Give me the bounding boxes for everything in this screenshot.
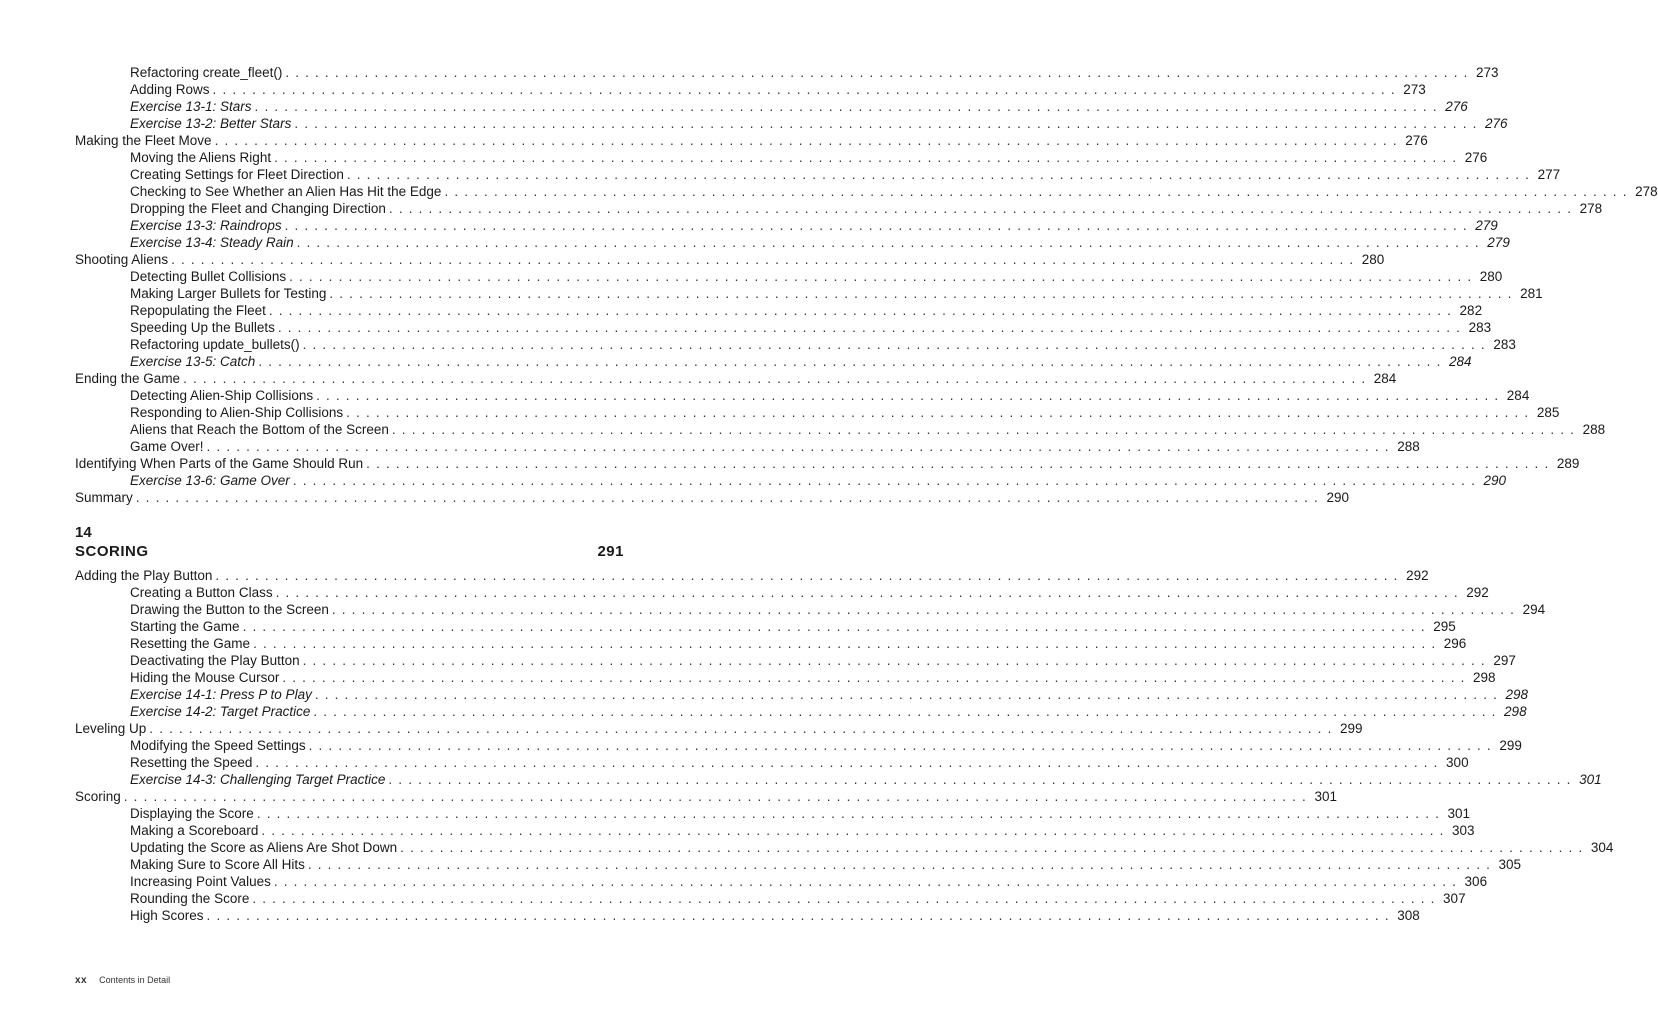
entry-page-number: 308 (1397, 908, 1420, 923)
toc-subsection-entry (75, 387, 1530, 404)
toc-subsection-entry (75, 873, 1488, 890)
entry-title: Making Sure to Score All Hits (130, 857, 305, 872)
dot-leader: . . . . . . . . . . . . . . . . . . . . . . . . . . . . . . . . . . . . . . . . . . . . . . . . . . . . . . . . . . . . . . . . . . . . . . . . . . . . . . . . . . . . . . . . . . . . . . . . . . . . . . . . . . . . . . . . . . . . . . . . (284, 218, 1468, 233)
entry-page-number: 283 (1493, 337, 1516, 352)
toc-exercise-entry (75, 234, 1510, 251)
entry-page-number: 301 (1579, 772, 1602, 787)
toc-subsection-entry (75, 438, 1420, 455)
dot-leader: . . . . . . . . . . . . . . . . . . . . . . . . . . . . . . . . . . . . . . . . . . . . . . . . . . . . . . . . . . . . . . . . . . . . . . . . . . . . . . . . . . . . . . . . . . . . . . . . . . . . . . . . . . . . . . . . . . . . . . . . (346, 405, 1530, 420)
toc-exercise-entry (75, 472, 1507, 489)
entry-title: Repopulating the Fleet (130, 303, 266, 318)
entry-title: Displaying the Score (130, 806, 254, 821)
dot-leader: . . . . . . . . . . . . . . . . . . . . . . . . . . . . . . . . . . . . . . . . . . . . . . . . . . . . . . . . . . . . . . . . . . . . . . . . . . . . . . . . . . . . . . . . . . . . . . . . . . . . . . . . . . . . . . . . . . . . . . . . (256, 806, 1441, 821)
toc-subsection-entry (75, 890, 1466, 907)
entry-page-number: 294 (1522, 602, 1546, 617)
entry-title: Dropping the Fleet and Changing Direction (130, 201, 386, 216)
dot-leader: . . . . . . . . . . . . . . . . . . . . . . . . . . . . . . . . . . . . . . . . . . . . . . . . . . . . . . . . . . . . . . . . . . . . . . . . . . . . . . . . . . . . . . . . . . . . . . . . . . . . . . . . . . . . . . . . . . . . . . . . (366, 456, 1550, 471)
entry-page-number: 298 (1473, 670, 1496, 685)
entry-title: Game Over! (130, 439, 204, 454)
entry-title: Exercise 13-2: Better Stars (130, 116, 292, 131)
entry-page-number: 306 (1464, 874, 1488, 889)
dot-leader: . . . . . . . . . . . . . . . . . . . . . . . . . . . . . . . . . . . . . . . . . . . . . . . . . . . . . . . . . . . . . . . . . . . . . . . . . . . . . . . . . . . . . . . . . . . . . . . . . . . . . . . . . . . . . . . . . . . . . . . . (307, 857, 1492, 872)
entry-page-number: 279 (1475, 218, 1498, 233)
entry-title: Drawing the Button to the Screen (130, 602, 329, 617)
entry-page-number: 300 (1446, 755, 1469, 770)
dot-leader: . . . . . . . . . . . . . . . . . . . . . . . . . . . . . . . . . . . . . . . . . . . . . . . . . . . . . . . . . . . . . . . . . . . . . . . . . . . . . . . . . . . . . . . . . . . . . . . . . . . . . . . . . . . . . . . . . . . . . . . . (289, 269, 1473, 284)
dot-leader: . . . . . . . . . . . . . . . . . . . . . . . . . . . . . . . . . . . . . . . . . . . . . . . . . . . . . . . . . . . . . . . . . . . . . . . . . . . . . . . . . . . . . . . . . . . . . . . . . . . . . . . . . . . . . . . . . . . . . . . . (391, 422, 1576, 437)
entry-title: Detecting Bullet Collisions (130, 269, 287, 284)
dot-leader: . . . . . . . . . . . . . . . . . . . . . . . . . . . . . . . . . . . . . . . . . . . . . . . . . . . . . . . . . . . . . . . . . . . . . . . . . . . . . . . . . . . . . . . . . . . . . . . . . . . . . . . . . . . . . . . . . . . . . . . . (302, 653, 1486, 668)
entry-page-number: 297 (1493, 653, 1516, 668)
entry-title: Aliens that Reach the Bottom of the Screen (130, 422, 389, 437)
dot-leader: . . . . . . . . . . . . . . . . . . . . . . . . . . . . . . . . . . . . . . . . . . . . . . . . . . . . . . . . . . . . . . . . . . . . . . . . . . . . . . . . . . . . . . . . . . . . . . . . . . . . . . . . . . . . . . . . . . . . . . . . (171, 252, 1355, 267)
toc-section-entry (75, 567, 1429, 584)
toc-subsection-entry (75, 404, 1560, 421)
dot-leader: . . . . . . . . . . . . . . . . . . . . . . . . . . . . . . . . . . . . . . . . . . . . . . . . . . . . . . . . . . . . . . . . . . . . . . . . . . . . . . . . . . . . . . . . . . . . . . . . . . . . . . . . . . . . . . . . . . . . . . . . (313, 704, 1497, 719)
entry-page-number: 273 (1403, 82, 1426, 97)
entry-page-number: 299 (1499, 738, 1522, 753)
toc-subsection-entry (75, 149, 1488, 166)
page-footer (75, 975, 170, 986)
entry-title: Shooting Aliens (75, 252, 169, 267)
toc-block-chapter-13-tail (75, 64, 1658, 506)
entry-page-number: 295 (1433, 619, 1456, 634)
dot-leader: . . . . . . . . . . . . . . . . . . . . . . . . . . . . . . . . . . . . . . . . . . . . . . . . . . . . . . . . . . . . . . . . . . . . . . . . . . . . . . . . . . . . . . . . . . . . . . . . . . . . . . . . . . . . . . . . . . . . . . . . (253, 636, 1437, 651)
entry-title: Identifying When Parts of the Game Should Run (75, 456, 364, 471)
entry-title: Exercise 14-2: Target Practice (130, 704, 311, 719)
footer-running-title: Contents in Detail (99, 975, 171, 985)
entry-page-number: 296 (1443, 636, 1467, 651)
dot-leader: . . . . . . . . . . . . . . . . . . . . . . . . . . . . . . . . . . . . . . . . . . . . . . . . . . . . . . . . . . . . . . . . . . . . . . . . . . . . . . . . . . . . . . . . . . . . . . . . . . . . . . . . . . . . . . . . . . . . . . . . (314, 687, 1499, 702)
entry-page-number: 278 (1635, 184, 1658, 199)
chapter-heading (75, 524, 624, 562)
dot-leader: . . . . . . . . . . . . . . . . . . . . . . . . . . . . . . . . . . . . . . . . . . . . . . . . . . . . . . . . . . . . . . . . . . . . . . . . . . . . . . . . . . . . . . . . . . . . . . . . . . . . . . . . . . . . . . . . . . . . . . . . (294, 116, 1478, 131)
toc-block-chapter-14 (75, 567, 1614, 924)
dot-leader: . . . . . . . . . . . . . . . . . . . . . . . . . . . . . . . . . . . . . . . . . . . . . . . . . . . . . . . . . . . . . . . . . . . . . . . . . . . . . . . . . . . . . . . . . . . . . . . . . . . . . . . . . . . . . . . . . . . . . . . . (242, 619, 1426, 634)
entry-page-number: 273 (1476, 65, 1499, 80)
entry-page-number: 292 (1406, 568, 1429, 583)
toc-exercise-entry (75, 353, 1472, 370)
toc-subsection-entry (75, 737, 1522, 754)
toc-section-entry (75, 720, 1363, 737)
toc-exercise-entry (75, 115, 1508, 132)
toc-subsection-entry (75, 285, 1543, 302)
entry-title: Resetting the Speed (130, 755, 253, 770)
entry-title: Checking to See Whether an Alien Has Hit the Edge (130, 184, 442, 199)
toc-subsection-entry (75, 268, 1503, 285)
dot-leader: . . . . . . . . . . . . . . . . . . . . . . . . . . . . . . . . . . . . . . . . . . . . . . . . . . . . . . . . . . . . . . . . . . . . . . . . . . . . . . . . . . . . . . . . . . . . . . . . . . . . . . . . . . . . . . . . . . . . . . . . (274, 150, 1458, 165)
entry-title: High Scores (130, 908, 204, 923)
toc-exercise-entry (75, 98, 1468, 115)
toc-subsection-entry (75, 754, 1469, 771)
dot-leader: . . . . . . . . . . . . . . . . . . . . . . . . . . . . . . . . . . . . . . . . . . . . . . . . . . . . . . . . . . . . . . . . . . . . . . . . . . . . . . . . . . . . . . . . . . . . . . . . . . . . . . . . . . . . . . . . . . . . . . . . (388, 772, 1572, 787)
entry-title: Making the Fleet Move (75, 133, 212, 148)
entry-page-number: 290 (1483, 473, 1507, 488)
entry-title: Exercise 13-4: Steady Rain (130, 235, 294, 250)
toc-subsection-entry (75, 421, 1606, 438)
entry-title: Leveling Up (75, 721, 147, 736)
entry-title: Refactoring create_fleet() (130, 65, 283, 80)
entry-page-number: 276 (1405, 133, 1428, 148)
entry-title: Exercise 13-6: Game Over (130, 473, 290, 488)
entry-page-number: 288 (1582, 422, 1606, 437)
toc-subsection-entry (75, 652, 1516, 669)
toc-subsection-entry (75, 805, 1471, 822)
dot-leader: . . . . . . . . . . . . . . . . . . . . . . . . . . . . . . . . . . . . . . . . . . . . . . . . . . . . . . . . . . . . . . . . . . . . . . . . . . . . . . . . . . . . . . . . . . . . . . . . . . . . . . . . . . . . . . . . . . . . . . . . (214, 133, 1398, 148)
toc-subsection-entry (75, 635, 1467, 652)
chapter-number: 14 (75, 524, 92, 541)
entry-title: Scoring (75, 789, 121, 804)
dot-leader: . . . . . . . . . . . . . . . . . . . . . . . . . . . . . . . . . . . . . . . . . . . . . . . . . . . . . . . . . . . . . . . . . . . . . . . . . . . . . . . . . . . . . . . . . . . . . . . . . . . . . . . . . . . . . . . . . . . . . . . . (215, 568, 1399, 583)
entry-title: Exercise 14-1: Press P to Play (130, 687, 312, 702)
entry-page-number: 301 (1447, 806, 1471, 821)
dot-leader: . . . . . . . . . . . . . . . . . . . . . . . . . . . . . . . . . . . . . . . . . . . . . . . . . . . . . . . . . . . . . . . . . . . . . . . . . . . . . . . . . . . . . . . . . . . . . . . . . . . . . . . . . . . . . . . . . . . . . . . . (275, 585, 1459, 600)
toc-section-entry (75, 489, 1349, 506)
entry-page-number: 284 (1506, 388, 1530, 403)
entry-page-number: 305 (1498, 857, 1522, 872)
entry-title: Starting the Game (130, 619, 240, 634)
entry-title: Creating Settings for Fleet Direction (130, 167, 344, 182)
toc-subsection-entry (75, 319, 1492, 336)
entry-page-number: 276 (1445, 99, 1468, 114)
entry-page-number: 298 (1504, 704, 1527, 719)
entry-title: Deactivating the Play Button (130, 653, 300, 668)
entry-page-number: 285 (1536, 405, 1560, 420)
entry-page-number: 283 (1468, 320, 1492, 335)
toc-section-entry (75, 132, 1428, 149)
dot-leader: . . . . . . . . . . . . . . . . . . . . . . . . . . . . . . . . . . . . . . . . . . . . . . . . . . . . . . . . . . . . . . . . . . . . . . . . . . . . . . . . . . . . . . . . . . . . . . . . . . . . . . . . . . . . . . . . . . . . . . . . (258, 354, 1442, 369)
dot-leader: . . . . . . . . . . . . . . . . . . . . . . . . . . . . . . . . . . . . . . . . . . . . . . . . . . . . . . . . . . . . . . . . . . . . . . . . . . . . . . . . . . . . . . . . . . . . . . . . . . . . . . . . . . . . . . . . . . . . . . . . (261, 823, 1445, 838)
toc-section-entry (75, 370, 1397, 387)
toc-exercise-entry (75, 703, 1527, 720)
toc-subsection-entry (75, 856, 1522, 873)
toc-subsection-entry (75, 601, 1546, 618)
dot-leader: . . . . . . . . . . . . . . . . . . . . . . . . . . . . . . . . . . . . . . . . . . . . . . . . . . . . . . . . . . . . . . . . . . . . . . . . . . . . . . . . . . . . . . . . . . . . . . . . . . . . . . . . . . . . . . . . . . . . . . . . (183, 371, 1367, 386)
dot-leader: . . . . . . . . . . . . . . . . . . . . . . . . . . . . . . . . . . . . . . . . . . . . . . . . . . . . . . . . . . . . . . . . . . . . . . . . . . . . . . . . . . . . . . . . . . . . . . . . . . . . . . . . . . . . . . . . . . . . . . . . (277, 320, 1462, 335)
dot-leader: . . . . . . . . . . . . . . . . . . . . . . . . . . . . . . . . . . . . . . . . . . . . . . . . . . . . . . . . . . . . . . . . . . . . . . . . . . . . . . . . . . . . . . . . . . . . . . . . . . . . . . . . . . . . . . . . . . . . . . . . (302, 337, 1486, 352)
dot-leader: . . . . . . . . . . . . . . . . . . . . . . . . . . . . . . . . . . . . . . . . . . . . . . . . . . . . . . . . . . . . . . . . . . . . . . . . . . . . . . . . . . . . . . . . . . . . . . . . . . . . . . . . . . . . . . . . . . . . . . . . (444, 184, 1628, 199)
dot-leader: . . . . . . . . . . . . . . . . . . . . . . . . . . . . . . . . . . . . . . . . . . . . . . . . . . . . . . . . . . . . . . . . . . . . . . . . . . . . . . . . . . . . . . . . . . . . . . . . . . . . . . . . . . . . . . . . . . . . . . . . (308, 738, 1492, 753)
entry-page-number: 301 (1314, 789, 1338, 804)
entry-title: Rounding the Score (130, 891, 250, 906)
entry-title: Making a Scoreboard (130, 823, 259, 838)
toc-subsection-entry (75, 64, 1499, 81)
dot-leader: . . . . . . . . . . . . . . . . . . . . . . . . . . . . . . . . . . . . . . . . . . . . . . . . . . . . . . . . . . . . . . . . . . . . . . . . . . . . . . . . . . . . . . . . . . . . . . . . . . . . . . . . . . . . . . . . . . . . . . . . (252, 891, 1436, 906)
toc-subsection-entry (75, 669, 1496, 686)
dot-leader: . . . . . . . . . . . . . . . . . . . . . . . . . . . . . . . . . . . . . . . . . . . . . . . . . . . . . . . . . . . . . . . . . . . . . . . . . . . . . . . . . . . . . . . . . . . . . . . . . . . . . . . . . . . . . . . . . . . . . . . . (329, 286, 1513, 301)
entry-title: Increasing Point Values (130, 874, 271, 889)
dot-leader: . . . . . . . . . . . . . . . . . . . . . . . . . . . . . . . . . . . . . . . . . . . . . . . . . . . . . . . . . . . . . . . . . . . . . . . . . . . . . . . . . . . . . . . . . . . . . . . . . . . . . . . . . . . . . . . . . . . . . . . . (296, 235, 1480, 250)
entry-title: Resetting the Game (130, 636, 251, 651)
entry-page-number: 289 (1556, 456, 1580, 471)
toc-subsection-entry (75, 839, 1614, 856)
toc-subsection-entry (75, 907, 1420, 924)
entry-page-number: 292 (1466, 585, 1489, 600)
toc-subsection-entry (75, 336, 1516, 353)
entry-page-number: 281 (1520, 286, 1543, 301)
dot-leader: . . . . . . . . . . . . . . . . . . . . . . . . . . . . . . . . . . . . . . . . . . . . . . . . . . . . . . . . . . . . . . . . . . . . . . . . . . . . . . . . . . . . . . . . . . . . . . . . . . . . . . . . . . . . . . . . . . . . . . . . (316, 388, 1500, 403)
dot-leader: . . . . . . . . . . . . . . . . . . . . . . . . . . . . . . . . . . . . . . . . . . . . . . . . . . . . . . . . . . . . . . . . . . . . . . . . . . . . . . . . . . . . . . . . . . . . . . . . . . . . . . . . . . . . . . . . . . . . . . . . (255, 755, 1439, 770)
entry-page-number: 298 (1505, 687, 1529, 702)
toc-subsection-entry (75, 166, 1561, 183)
entry-page-number: 279 (1487, 235, 1510, 250)
dot-leader: . . . . . . . . . . . . . . . . . . . . . . . . . . . . . . . . . . . . . . . . . . . . . . . . . . . . . . . . . . . . . . . . . . . . . . . . . . . . . . . . . . . . . . . . . . . . . . . . . . . . . . . . . . . . . . . . . . . . . . . . (123, 789, 1308, 804)
entry-page-number: 284 (1373, 371, 1397, 386)
entry-page-number: 299 (1340, 721, 1363, 736)
entry-title: Ending the Game (75, 371, 181, 386)
dot-leader: . . . . . . . . . . . . . . . . . . . . . . . . . . . . . . . . . . . . . . . . . . . . . . . . . . . . . . . . . . . . . . . . . . . . . . . . . . . . . . . . . . . . . . . . . . . . . . . . . . . . . . . . . . . . . . . . . . . . . . . . (206, 439, 1390, 454)
entry-page-number: 304 (1590, 840, 1614, 855)
entry-page-number: 276 (1464, 150, 1488, 165)
toc-subsection-entry (75, 200, 1603, 217)
dot-leader: . . . . . . . . . . . . . . . . . . . . . . . . . . . . . . . . . . . . . . . . . . . . . . . . . . . . . . . . . . . . . . . . . . . . . . . . . . . . . . . . . . . . . . . . . . . . . . . . . . . . . . . . . . . . . . . . . . . . . . . . (346, 167, 1531, 182)
entry-page-number: 284 (1449, 354, 1472, 369)
entry-title: Moving the Aliens Right (130, 150, 272, 165)
toc-subsection-entry (75, 81, 1426, 98)
entry-page-number: 280 (1361, 252, 1385, 267)
dot-leader: . . . . . . . . . . . . . . . . . . . . . . . . . . . . . . . . . . . . . . . . . . . . . . . . . . . . . . . . . . . . . . . . . . . . . . . . . . . . . . . . . . . . . . . . . . . . . . . . . . . . . . . . . . . . . . . . . . . . . . . . (254, 99, 1438, 114)
dot-leader: . . . . . . . . . . . . . . . . . . . . . . . . . . . . . . . . . . . . . . . . . . . . . . . . . . . . . . . . . . . . . . . . . . . . . . . . . . . . . . . . . . . . . . . . . . . . . . . . . . . . . . . . . . . . . . . . . . . . . . . . (135, 490, 1319, 505)
entry-title: Updating the Score as Aliens Are Shot Down (130, 840, 398, 855)
entry-title: Detecting Alien-Ship Collisions (130, 388, 314, 403)
dot-leader: . . . . . . . . . . . . . . . . . . . . . . . . . . . . . . . . . . . . . . . . . . . . . . . . . . . . . . . . . . . . . . . . . . . . . . . . . . . . . . . . . . . . . . . . . . . . . . . . . . . . . . . . . . . . . . . . . . . . . . . . (285, 65, 1469, 80)
entry-title: Exercise 13-1: Stars (130, 99, 252, 114)
entry-title: Speeding Up the Bullets (130, 320, 275, 335)
entry-title: Making Larger Bullets for Testing (130, 286, 327, 301)
entry-page-number: 278 (1579, 201, 1603, 216)
dot-leader: . . . . . . . . . . . . . . . . . . . . . . . . . . . . . . . . . . . . . . . . . . . . . . . . . . . . . . . . . . . . . . . . . . . . . . . . . . . . . . . . . . . . . . . . . . . . . . . . . . . . . . . . . . . . . . . . . . . . . . . . (273, 874, 1458, 889)
entry-title: Exercise 14-3: Challenging Target Practice (130, 772, 386, 787)
toc-subsection-entry (75, 822, 1475, 839)
dot-leader: . . . . . . . . . . . . . . . . . . . . . . . . . . . . . . . . . . . . . . . . . . . . . . . . . . . . . . . . . . . . . . . . . . . . . . . . . . . . . . . . . . . . . . . . . . . . . . . . . . . . . . . . . . . . . . . . . . . . . . . . (282, 670, 1466, 685)
chapter-title: SCORING (75, 543, 149, 560)
entry-title: Creating a Button Class (130, 585, 273, 600)
toc-subsection-entry (75, 618, 1456, 635)
toc-exercise-entry (75, 771, 1602, 788)
entry-title: Exercise 13-3: Raindrops (130, 218, 282, 233)
toc-subsection-entry (75, 584, 1489, 601)
dot-leader: . . . . . . . . . . . . . . . . . . . . . . . . . . . . . . . . . . . . . . . . . . . . . . . . . . . . . . . . . . . . . . . . . . . . . . . . . . . . . . . . . . . . . . . . . . . . . . . . . . . . . . . . . . . . . . . . . . . . . . . . (400, 840, 1584, 855)
entry-page-number: 276 (1485, 116, 1508, 131)
entry-page-number: 282 (1459, 303, 1483, 318)
toc-section-entry (75, 251, 1385, 268)
dot-leader: . . . . . . . . . . . . . . . . . . . . . . . . . . . . . . . . . . . . . . . . . . . . . . . . . . . . . . . . . . . . . . . . . . . . . . . . . . . . . . . . . . . . . . . . . . . . . . . . . . . . . . . . . . . . . . . . . . . . . . . . (212, 82, 1396, 97)
entry-page-number: 307 (1443, 891, 1466, 906)
toc-section-entry (75, 788, 1338, 805)
dot-leader: . . . . . . . . . . . . . . . . . . . . . . . . . . . . . . . . . . . . . . . . . . . . . . . . . . . . . . . . . . . . . . . . . . . . . . . . . . . . . . . . . . . . . . . . . . . . . . . . . . . . . . . . . . . . . . . . . . . . . . . . (331, 602, 1516, 617)
entry-title: Exercise 13-5: Catch (130, 354, 256, 369)
toc-exercise-entry (75, 686, 1529, 703)
toc-section-entry (75, 455, 1580, 472)
entry-title: Adding the Play Button (75, 568, 213, 583)
dot-leader: . . . . . . . . . . . . . . . . . . . . . . . . . . . . . . . . . . . . . . . . . . . . . . . . . . . . . . . . . . . . . . . . . . . . . . . . . . . . . . . . . . . . . . . . . . . . . . . . . . . . . . . . . . . . . . . . . . . . . . . . (268, 303, 1453, 318)
toc-subsection-entry (75, 302, 1483, 319)
entry-title: Adding Rows (130, 82, 210, 97)
entry-page-number: 280 (1479, 269, 1503, 284)
entry-page-number: 303 (1452, 823, 1475, 838)
dot-leader: . . . . . . . . . . . . . . . . . . . . . . . . . . . . . . . . . . . . . . . . . . . . . . . . . . . . . . . . . . . . . . . . . . . . . . . . . . . . . . . . . . . . . . . . . . . . . . . . . . . . . . . . . . . . . . . . . . . . . . . . (388, 201, 1573, 216)
dot-leader: . . . . . . . . . . . . . . . . . . . . . . . . . . . . . . . . . . . . . . . . . . . . . . . . . . . . . . . . . . . . . . . . . . . . . . . . . . . . . . . . . . . . . . . . . . . . . . . . . . . . . . . . . . . . . . . . . . . . . . . . (149, 721, 1333, 736)
toc-exercise-entry (75, 217, 1498, 234)
chapter-page: 291 (597, 543, 624, 560)
entry-page-number: 290 (1326, 490, 1349, 505)
footer-page-number: xx (75, 975, 88, 986)
entry-title: Responding to Alien-Ship Collisions (130, 405, 344, 420)
entry-title: Modifying the Speed Settings (130, 738, 306, 753)
entry-title: Refactoring update_bullets() (130, 337, 300, 352)
dot-leader: . . . . . . . . . . . . . . . . . . . . . . . . . . . . . . . . . . . . . . . . . . . . . . . . . . . . . . . . . . . . . . . . . . . . . . . . . . . . . . . . . . . . . . . . . . . . . . . . . . . . . . . . . . . . . . . . . . . . . . . . (292, 473, 1477, 488)
entry-title: Summary (75, 490, 133, 505)
entry-page-number: 288 (1397, 439, 1420, 454)
entry-page-number: 277 (1537, 167, 1561, 182)
entry-title: Hiding the Mouse Cursor (130, 670, 280, 685)
dot-leader: . . . . . . . . . . . . . . . . . . . . . . . . . . . . . . . . . . . . . . . . . . . . . . . . . . . . . . . . . . . . . . . . . . . . . . . . . . . . . . . . . . . . . . . . . . . . . . . . . . . . . . . . . . . . . . . . . . . . . . . . (206, 908, 1390, 923)
toc-subsection-entry (75, 183, 1658, 200)
